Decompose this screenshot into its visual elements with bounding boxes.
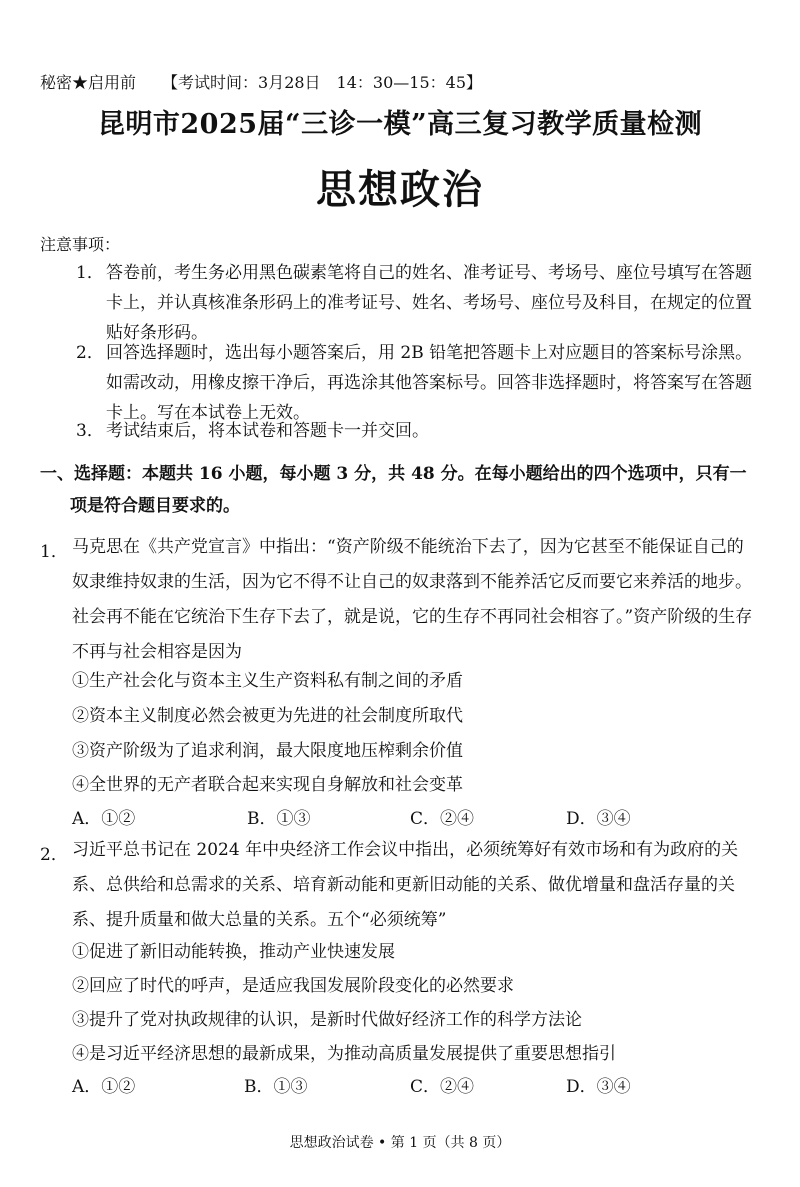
q2-statement-3: ③提升了党对执政规律的认识，是新时代做好经济工作的科学方法论 xyxy=(72,1010,582,1030)
option-b[interactable]: B．①③ xyxy=(244,1077,308,1097)
note-text: 答卷前，考生务必用黑色碳素笔将自己的姓名、准考证号、考场号、座位号填写在答题卡上，并认真核准条形码上的准考证号、姓名、考场号、座位号及科目，在规定的位置贴好条形码。 xyxy=(106,263,752,343)
note-item-3 xyxy=(76,416,766,446)
option-a[interactable]: A．①② xyxy=(72,809,136,829)
question-number: 1． xyxy=(40,542,68,562)
question-number: 2． xyxy=(40,845,68,865)
option-d[interactable]: D．③④ xyxy=(566,1077,631,1097)
exam-time: 【考试时间：3月28日 14：30—15：45】 xyxy=(162,73,482,92)
note-item-1 xyxy=(76,258,766,348)
question-1 xyxy=(40,530,760,670)
q1-statement-1: ①生产社会化与资本主义生产资料私有制之间的矛盾 xyxy=(72,671,463,691)
question-2 xyxy=(40,833,760,938)
secret-label: 秘密★启用前 xyxy=(40,73,137,92)
note-text: 考试结束后，将本试卷和答题卡一并交回。 xyxy=(106,421,429,441)
q2-statement-2: ②回应了时代的呼声，是适应我国发展阶段变化的必然要求 xyxy=(72,976,514,996)
exam-title: 昆明市2025届“三诊一模”高三复习教学质量检测 xyxy=(97,109,703,140)
notes-heading: 注意事项： xyxy=(40,235,121,254)
q2-statement-1: ①促进了新旧动能转换，推动产业快速发展 xyxy=(72,942,395,962)
q2-statement-4: ④是习近平经济思想的最新成果，为推动高质量发展提供了重要思想指引 xyxy=(72,1044,616,1064)
q1-options xyxy=(72,804,672,828)
note-number: 1． xyxy=(76,263,104,283)
option-a[interactable]: A．①② xyxy=(72,1077,136,1097)
q1-statement-4: ④全世界的无产者联合起来实现自身解放和社会变革 xyxy=(72,775,463,795)
page-footer: 思想政治试卷 • 第 1 页（共 8 页） xyxy=(289,1135,511,1151)
exam-meta-line xyxy=(40,70,482,93)
note-number: 3． xyxy=(76,421,104,441)
option-c[interactable]: C．②④ xyxy=(410,1077,475,1097)
option-b[interactable]: B．①③ xyxy=(247,809,311,829)
note-number: 2． xyxy=(76,343,104,363)
subject-title: 思想政治 xyxy=(316,166,484,213)
note-item-2 xyxy=(76,338,766,428)
q1-statement-2: ②资本主义制度必然会被更为先进的社会制度所取代 xyxy=(72,706,463,726)
note-text: 回答选择题时，选出每小题答案后，用 2B 铅笔把答题卡上对应题目的答案标号涂黑。如需改动，用橡皮擦干净后，再选涂其他答案标号。回答非选择题时，将答案写在答题卡上。写在本试卷上无效。 xyxy=(106,343,753,423)
section-line-1: 一、选择题：本题共 16 小题，每小题 3 分，共 48 分。在每小题给出的四个选项中，只有一 xyxy=(40,464,747,484)
q1-statement-3: ③资产阶级为了追求利润，最大限度地压榨剩余价值 xyxy=(72,741,463,761)
q2-options xyxy=(72,1072,672,1096)
option-d[interactable]: D．③④ xyxy=(566,809,631,829)
option-c[interactable]: C．②④ xyxy=(410,809,475,829)
question-stem: 习近平总书记在 2024 年中央经济工作会议中指出，必须统筹好有效市场和有为政府的关系、总供给和总需求的关系、培育新动能和更新旧动能的关系、做优增量和盘活存量的关系、提升质量和做大总量的关系。五个“必须统筹” xyxy=(72,840,739,930)
section-line-2: 项是符合题目要求的。 xyxy=(70,496,240,516)
section-heading xyxy=(40,458,760,522)
question-stem: 马克思在《共产党宣言》中指出：“资产阶级不能统治下去了，因为它甚至不能保证自己的奴隶维持奴隶的生活，因为它不得不让自己的奴隶落到不能养活它反而要它来养活的地步。社会再不能在它统治下生存下去了，就是说，它的生存不再同社会相容了。”资产阶级的生存不再与社会相容是因为 xyxy=(72,537,753,662)
